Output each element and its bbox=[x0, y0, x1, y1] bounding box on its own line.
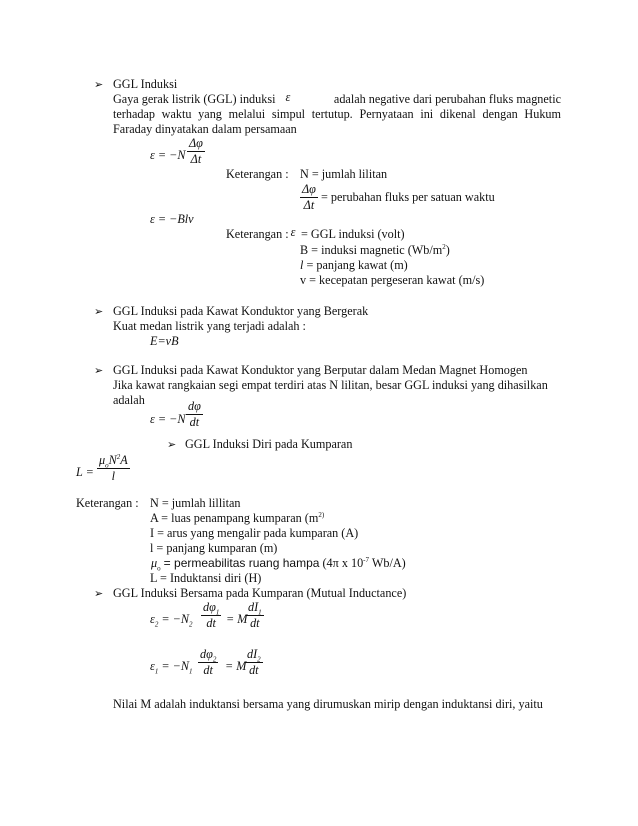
closing-sentence: Nilai M adalah induktansi bersama yang dirumuskan mirip dengan induktansi diri, yaitu bbox=[113, 697, 543, 711]
text: = −N bbox=[161, 612, 189, 626]
epsilon-symbol: ε bbox=[290, 225, 296, 239]
keterangan-v: v = kecepatan pergeseran kawat (m/s) bbox=[300, 273, 485, 287]
text: Keterangan : bbox=[226, 227, 289, 241]
section3-line2: adalah bbox=[113, 393, 145, 407]
subscript: 1 bbox=[215, 608, 220, 617]
subscript: o bbox=[157, 564, 161, 573]
subscript: 1 bbox=[154, 667, 159, 676]
keterangan-fluks-fraction bbox=[300, 182, 318, 213]
fraction-numerator bbox=[97, 453, 130, 468]
section3-line1: Jika kawat rangkaian segi empat terdiri atas N lilitan, besar GGL induksi yang dihasilkan bbox=[113, 378, 548, 392]
equation-mutual-2-m: = M bbox=[225, 659, 247, 673]
keterangan-n: N = jumlah lilitan bbox=[300, 167, 388, 181]
section2-line1: Kuat medan listrik yang terjadi adalah : bbox=[113, 319, 306, 333]
paragraph-line-1 bbox=[113, 92, 561, 106]
equation-mutual-1-lhs bbox=[150, 612, 193, 629]
keterangan-i: I = arus yang mengalir pada kumparan (A) bbox=[150, 526, 359, 540]
arrowhead-bullet-icon: ➢ bbox=[167, 438, 177, 451]
text: = −N bbox=[161, 659, 189, 673]
equation-l-lhs: L = bbox=[76, 465, 94, 479]
text: ε bbox=[150, 659, 155, 673]
text: adalah negative dari perubahan fluks magnetic bbox=[333, 92, 561, 106]
text: dI bbox=[247, 647, 258, 661]
fraction-denominator: Δt bbox=[300, 197, 318, 213]
text: Wb/A) bbox=[371, 556, 406, 570]
equation-mutual-1-m: = M bbox=[226, 612, 248, 626]
text: dI bbox=[248, 600, 259, 614]
text: N bbox=[108, 453, 117, 467]
keterangan-label: Keterangan : bbox=[76, 496, 139, 510]
fraction-numerator bbox=[245, 647, 263, 662]
equation-mutual-2-lhs bbox=[150, 659, 193, 676]
fraction-denominator: Δt bbox=[187, 151, 205, 167]
subscript: o bbox=[105, 461, 109, 470]
section-title-kawat-bergerak: GGL Induksi pada Kawat Konduktor yang Bergerak bbox=[113, 304, 369, 318]
text: dφ bbox=[200, 647, 213, 661]
text: μ bbox=[151, 556, 158, 570]
text: ) bbox=[445, 243, 450, 257]
fraction-denominator: dt bbox=[201, 615, 221, 631]
arrowhead-bullet-icon: ➢ bbox=[94, 587, 104, 600]
text: μ bbox=[99, 453, 106, 467]
equation-mutual-1-fraction-phi bbox=[201, 600, 221, 631]
subscript: 2 bbox=[188, 620, 193, 629]
equation-l-fraction bbox=[97, 453, 130, 484]
epsilon-symbol: ε bbox=[285, 90, 291, 104]
fraction-denominator: dt bbox=[245, 662, 263, 678]
fraction-denominator: dt bbox=[186, 414, 203, 430]
text: Gaya gerak listrik (GGL) induksi bbox=[113, 92, 276, 106]
text: ε bbox=[150, 612, 155, 626]
equation-blv: ε = −Blv bbox=[150, 212, 194, 226]
section-title-ggl-induksi: GGL Induksi bbox=[113, 77, 178, 91]
keterangan-b bbox=[300, 243, 450, 257]
superscript: 2 bbox=[116, 452, 121, 461]
fraction-numerator bbox=[198, 647, 218, 662]
fraction-denominator: dt bbox=[246, 615, 264, 631]
fraction-numerator: dφ bbox=[188, 399, 201, 413]
text: A = luas penampang kumparan (m bbox=[150, 511, 319, 525]
text: B = induksi magnetic (Wb/m bbox=[300, 243, 443, 257]
text: A bbox=[120, 453, 128, 467]
equation-mutual-2-fraction-phi bbox=[198, 647, 218, 678]
subscript: 2 bbox=[212, 655, 217, 664]
section-title-kawat-berputar: GGL Induksi pada Kawat Konduktor yang Berputar dalam Medan Magnet Homogen bbox=[113, 363, 528, 377]
keterangan-l bbox=[300, 258, 408, 272]
equation-rotating-lhs: ε = −N bbox=[150, 412, 186, 426]
fraction-numerator bbox=[201, 600, 221, 615]
keterangan-a bbox=[150, 511, 324, 525]
arrowhead-bullet-icon: ➢ bbox=[94, 305, 104, 318]
superscript: 2 bbox=[442, 242, 446, 251]
equation-mutual-2-fraction-i bbox=[245, 647, 263, 678]
superscript: -7 bbox=[363, 555, 370, 564]
equation-rotating-fraction bbox=[186, 399, 203, 430]
keterangan-ld: L = Induktansi diri (H) bbox=[150, 571, 262, 585]
fraction-numerator: Δφ bbox=[189, 136, 203, 150]
text: l bbox=[300, 258, 304, 272]
text: = permeabilitas ruang hampa bbox=[163, 556, 320, 570]
fraction-denominator: l bbox=[97, 468, 130, 484]
keterangan-label: Keterangan : bbox=[226, 167, 289, 181]
subscript: 2 bbox=[154, 620, 159, 629]
subscript: 1 bbox=[188, 667, 193, 676]
fraction-numerator: Δφ bbox=[302, 182, 316, 196]
equation-faraday-fraction bbox=[187, 136, 205, 167]
text: = panjang kawat (m) bbox=[306, 258, 408, 272]
keterangan-n: N = jumlah lillitan bbox=[150, 496, 241, 510]
arrowhead-bullet-icon: ➢ bbox=[94, 78, 104, 91]
section-title-induksi-diri: GGL Induksi Diri pada Kumparan bbox=[185, 437, 353, 451]
keterangan-fluks: = perubahan fluks per satuan waktu bbox=[321, 190, 495, 204]
equation-faraday-lhs: ε = −N bbox=[150, 148, 186, 162]
superscript: 2) bbox=[318, 510, 325, 519]
fraction-denominator: dt bbox=[198, 662, 218, 678]
text: (4π x 10 bbox=[322, 556, 364, 570]
arrowhead-bullet-icon: ➢ bbox=[94, 364, 104, 377]
equation-mutual-1-fraction-i bbox=[246, 600, 264, 631]
paragraph-line-3: Faraday dinyatakan dalam persamaan bbox=[113, 122, 297, 136]
keterangan-label bbox=[226, 227, 295, 241]
paragraph-line-2: terhadap waktu yang melalui simpul tertutup. Pernyataan ini dikenal dengan Hukum bbox=[113, 107, 561, 121]
equation-e-vb: E=vB bbox=[150, 334, 179, 348]
keterangan-epsilon: = GGL induksi (volt) bbox=[301, 227, 405, 241]
subscript: 2 bbox=[257, 655, 261, 664]
keterangan-mu bbox=[151, 556, 406, 571]
fraction-numerator bbox=[246, 600, 264, 615]
text: dφ bbox=[203, 600, 216, 614]
keterangan-l: l = panjang kumparan (m) bbox=[150, 541, 278, 555]
subscript: 1 bbox=[258, 608, 262, 617]
section-title-mutual-inductance: GGL Induksi Bersama pada Kumparan (Mutual Inductance) bbox=[113, 586, 407, 600]
